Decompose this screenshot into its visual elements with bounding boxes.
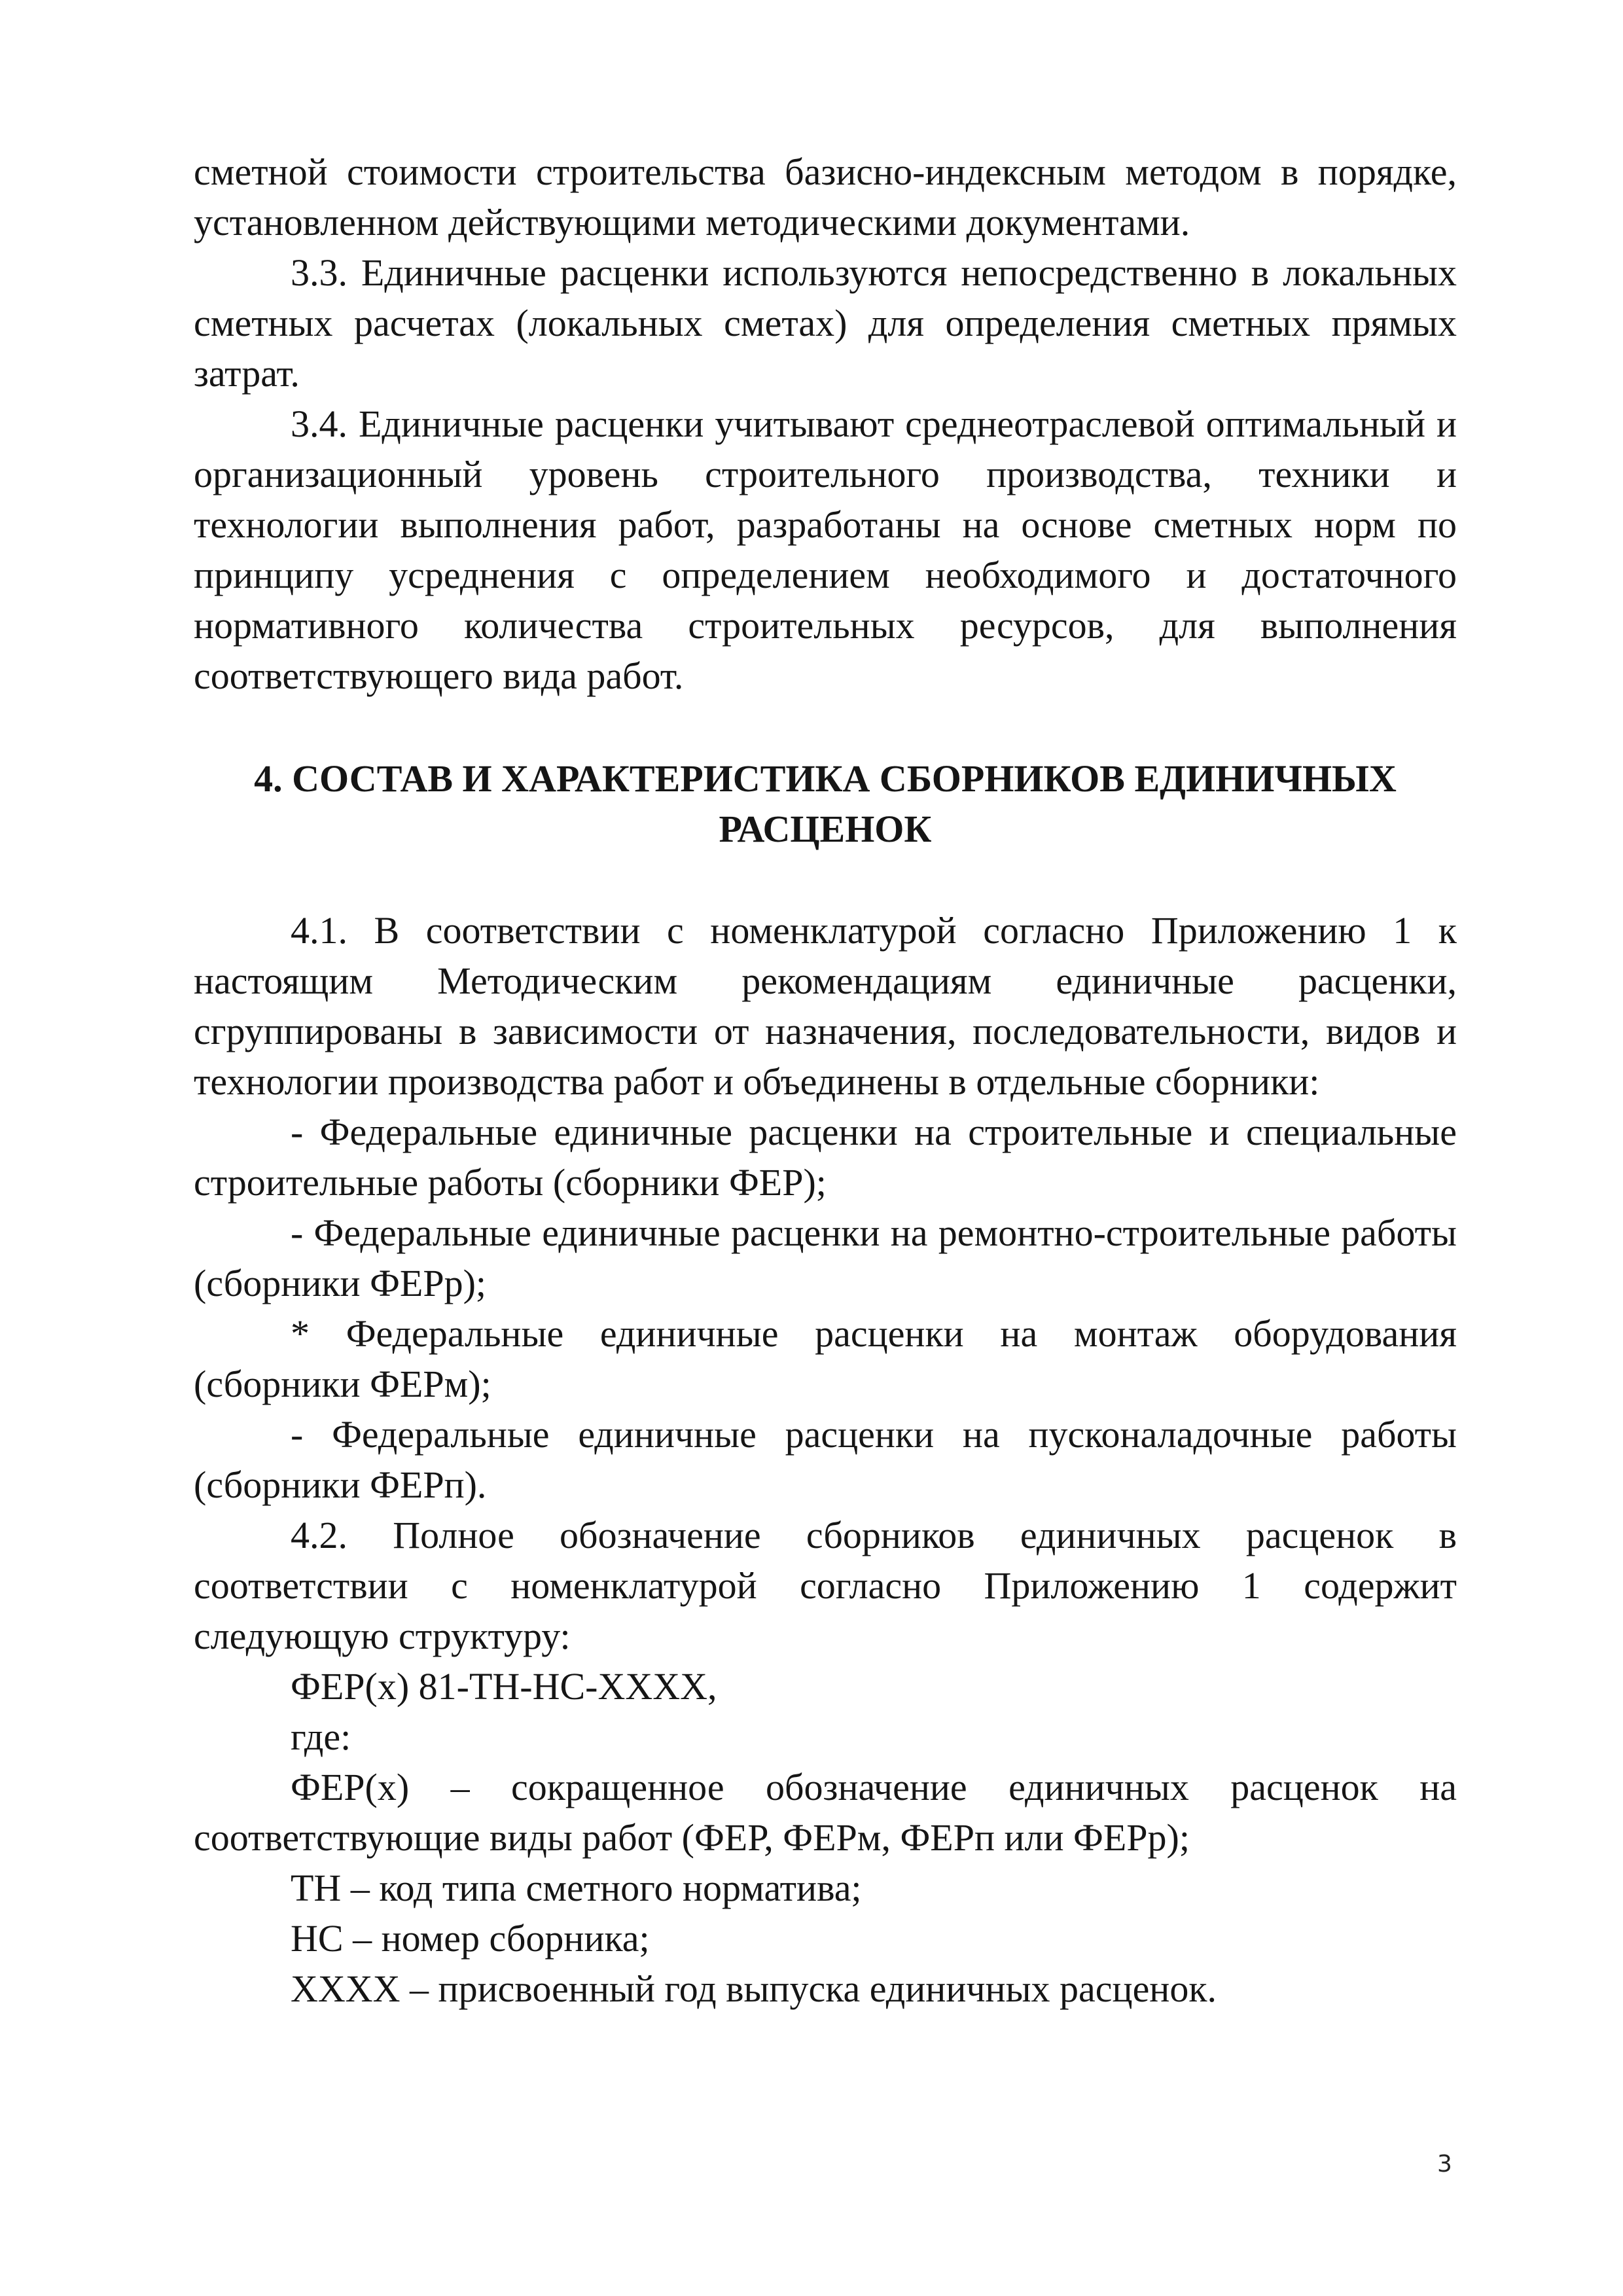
paragraph-3-3: 3.3. Единичные расценки используются непосредственно в локальных сметных расчетах (локальных сметах) для определения сметных прямых затрат. <box>194 251 1457 395</box>
list-item-ferr: - Федеральные единичные расценки на ремонтно-строительные работы (сборники ФЕРр); <box>194 1211 1457 1304</box>
paragraph-4-2: 4.2. Полное обозначение сборников единичных расценок в соответствии с номенклатурой согласно Приложению 1 содержит следующую структуру: <box>194 1514 1457 1657</box>
page-number: 3 <box>1437 2151 1452 2178</box>
section-heading <box>194 753 1457 854</box>
section-heading-line-1: 4. СОСТАВ И ХАРАКТЕРИСТИКА СБОРНИКОВ ЕДИНИЧНЫХ <box>254 757 1397 800</box>
list-item-ferm: * Федеральные единичные расценки на монтаж оборудования (сборники ФЕРм); <box>194 1312 1457 1405</box>
paragraph-3-4: 3.4. Единичные расценки учитывают среднеотраслевой оптимальный и организационный уровень строительного производства, техники и технологии выполнения работ, разработаны на основе сметных норм по принципу усреднения с определением необходимого и достаточного нормативного количества строительных ресурсов, для выполнения соответствующего вида работ. <box>194 403 1457 697</box>
list-item-fer: - Федеральные единичные расценки на строительные и специальные строительные работы (сборники ФЕР); <box>194 1111 1457 1204</box>
definition-ns: НС – номер сборника; <box>291 1917 650 1960</box>
definition-xxxx: ХХХХ – присвоенный год выпуска единичных расценок. <box>291 1967 1217 2010</box>
list-item-ferp: - Федеральные единичные расценки на пусконаладочные работы (сборники ФЕРп). <box>194 1413 1457 1506</box>
paragraph-continuation: сметной стоимости строительства базисно-индексным методом в порядке, установленном действующими методическими документами. <box>194 151 1457 243</box>
paragraph-4-1: 4.1. В соответствии с номенклатурой согласно Приложению 1 к настоящим Методическим рекомендациям единичные расценки, сгруппированы в зависимости от назначения, последовательности, видов и технологии производства работ и объединены в отдельные сборники: <box>194 909 1457 1103</box>
definition-tn: ТН – код типа сметного норматива; <box>291 1867 862 1909</box>
section-heading-line-2: РАСЦЕНОК <box>719 808 932 850</box>
definition-ferx: ФЕР(х) – сокращенное обозначение единичных расценок на соответствующие виды работ (ФЕР, ФЕРм, ФЕРп или ФЕРр); <box>194 1766 1457 1859</box>
where-label: где: <box>291 1715 351 1758</box>
structure-code: ФЕР(х) 81-ТН-НС-ХХХХ, <box>291 1665 717 1708</box>
page-body <box>194 147 1457 2014</box>
